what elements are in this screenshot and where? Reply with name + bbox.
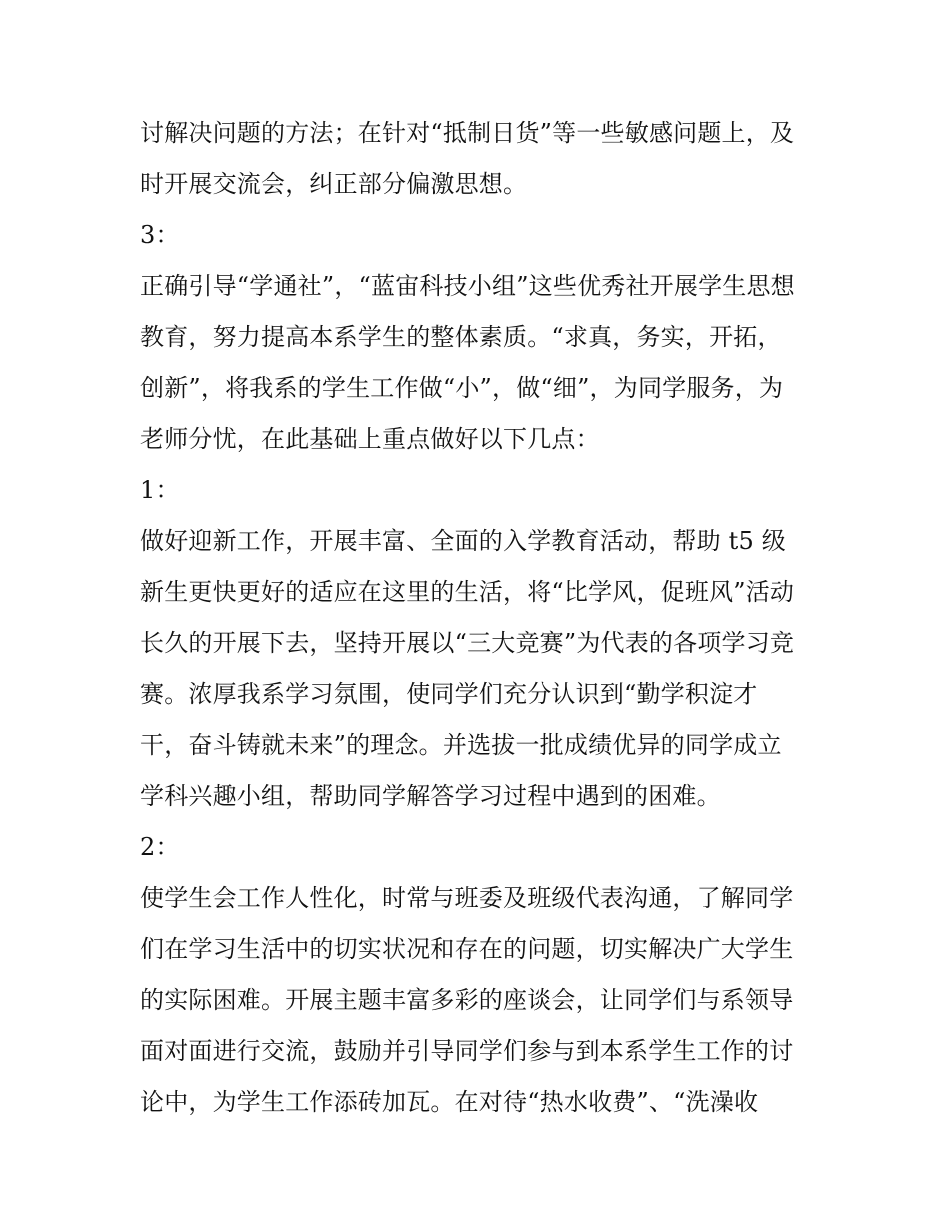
document-text: [140, 108, 820, 1128]
text-line: 论中，为学生工作添砖加瓦。在对待“热水收费”、“洗澡收: [140, 1088, 759, 1116]
text-line: 老师分忧，在此基础上重点做好以下几点：: [140, 425, 600, 453]
text-line: 时开展交流会，纠正部分偏激思想。: [140, 170, 528, 198]
text-line: 创新”，将我系的学生工作做“小”，做“细”，为同学服务，为: [140, 374, 784, 402]
text-line: 的实际困难。开展主题丰富多彩的座谈会，让同学们与系领导: [140, 986, 794, 1014]
section-number: 3：: [140, 221, 180, 249]
text-line: 干，奋斗铸就未来”的理念。并选拔一批成绩优异的同学成立: [140, 731, 782, 759]
section-number: 2：: [140, 833, 180, 861]
section-number: 1：: [140, 476, 180, 504]
text-line: 教育，努力提高本系学生的整体素质。“求真，务实，开拓，: [140, 323, 782, 351]
text-line: 面对面进行交流，鼓励并引导同学们参与到本系学生工作的讨: [140, 1037, 794, 1065]
text-line: 正确引导“学通社”，“蓝宙科技小组”这些优秀社开展学生思想: [140, 272, 795, 300]
text-line: 使学生会工作人性化，时常与班委及班级代表沟通，了解同学: [140, 884, 794, 912]
text-line: 做好迎新工作，开展丰富、全面的入学教育活动，帮助 t5 级: [140, 527, 786, 555]
text-line: 赛。浓厚我系学习氛围，使同学们充分认识到“勤学积淀才: [140, 680, 758, 708]
text-line: 讨解决问题的方法；在针对“抵制日货”等一些敏感问题上，及: [140, 119, 795, 147]
text-line: 新生更快更好的适应在这里的生活，将“比学风，促班风”活动: [140, 578, 795, 606]
text-line: 学科兴趣小组，帮助同学解答学习过程中遇到的困难。: [140, 782, 721, 810]
text-line: 们在学习生活中的切实状况和存在的问题，切实解决广大学生: [140, 935, 794, 963]
text-line: 长久的开展下去，坚持开展以“三大竞赛”为代表的各项学习竞: [140, 629, 795, 657]
